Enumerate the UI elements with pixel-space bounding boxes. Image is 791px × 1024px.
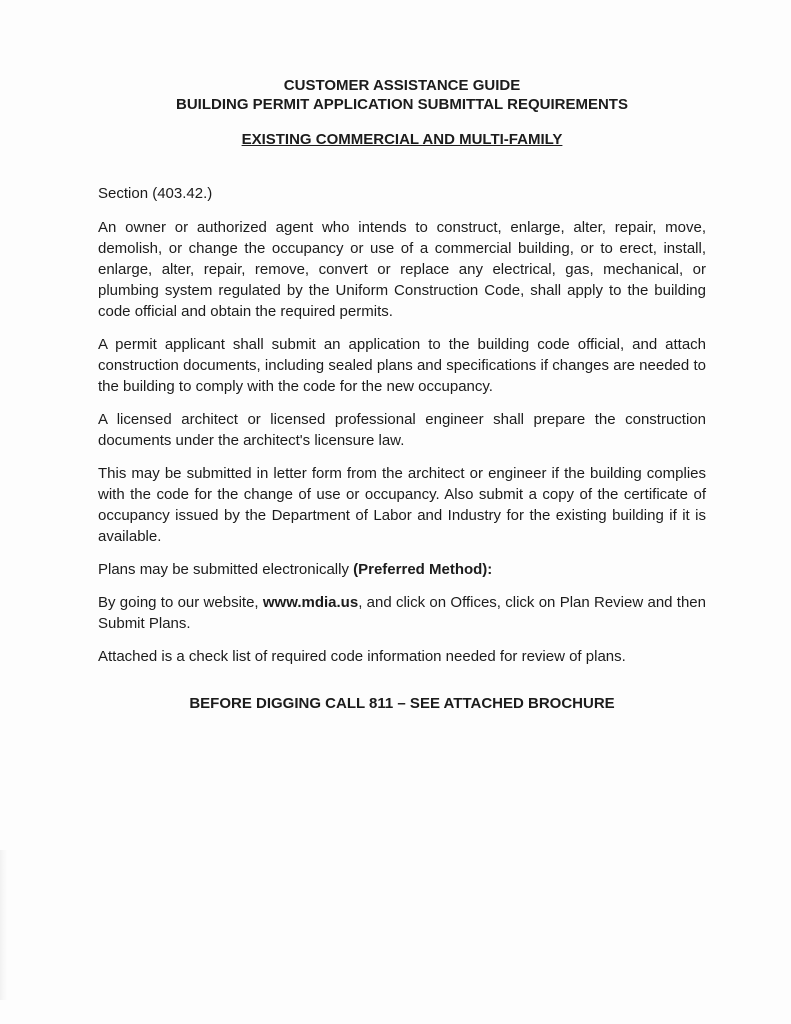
document-title bbox=[98, 76, 706, 114]
title-line-2: BUILDING PERMIT APPLICATION SUBMITTAL REQUIREMENTS bbox=[176, 96, 628, 113]
website-suffix-text: , and click on Offices, click on Plan Review and then Submit Plans. bbox=[98, 594, 706, 632]
paragraph-permit-applicant: A permit applicant shall submit an application to the building code official, and attach construction documents, including sealed plans and specifications if changes are needed to the building to comply with the code for the new occupancy. bbox=[98, 336, 706, 395]
document-subtitle bbox=[98, 130, 706, 149]
website-url-text: www.mdia.us bbox=[262, 594, 359, 611]
document-content bbox=[98, 76, 706, 714]
preferred-method-text: (Preferred Method): bbox=[353, 561, 493, 578]
paragraph-owner-agent: An owner or authorized agent who intends to construct, enlarge, alter, repair, move, demolish, or change the occupancy or use of a commercial building, or to erect, install, enlarge, alter, repair, remove, convert or replace any electrical, gas, mechanical, or plumbing system regulated by the Uniform Construction Code, shall apply to the building code official and obtain the required permits. bbox=[98, 219, 706, 320]
subtitle-text: EXISTING COMMERCIAL AND MULTI-FAMILY bbox=[241, 131, 563, 148]
plans-text: Plans may be submitted electronically bbox=[98, 561, 354, 578]
paragraph-plans-electronic bbox=[98, 559, 706, 580]
title-line-1: CUSTOMER ASSISTANCE GUIDE bbox=[283, 77, 521, 94]
website-prefix-text: By going to our website, bbox=[98, 594, 263, 611]
section-label: Section (403.42.) bbox=[98, 185, 213, 202]
before-digging-notice: BEFORE DIGGING CALL 811 – SEE ATTACHED BROCHURE bbox=[189, 695, 615, 712]
paragraph-licensed-architect: A licensed architect or licensed professional engineer shall prepare the construction documents under the architect's licensure law. bbox=[98, 411, 706, 449]
scan-edge-artifact bbox=[0, 850, 7, 1000]
paragraph-website bbox=[98, 592, 706, 634]
paragraph-letter-form: This may be submitted in letter form from the architect or engineer if the building complies with the code for the change of use or occupancy. Also submit a copy of the certificate of occupancy issued by the Department of Labor and Industry for the existing building if it is available. bbox=[98, 465, 706, 545]
paragraph-attached-checklist: Attached is a check list of required code information needed for review of plans. bbox=[98, 648, 626, 665]
